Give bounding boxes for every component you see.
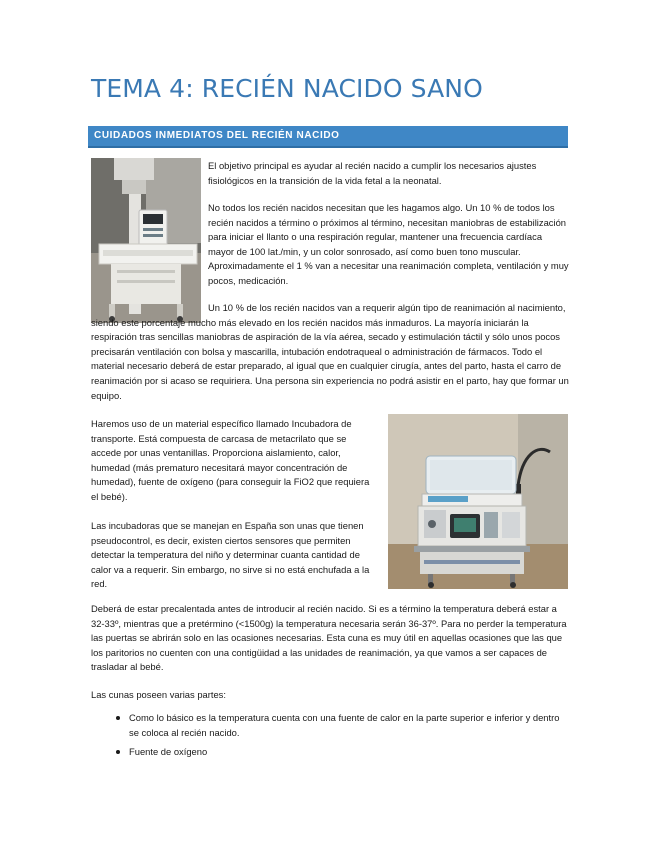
list-item	[91, 711, 571, 740]
paragraph-resuscitation	[91, 301, 570, 403]
list-item-text: Fuente de oxígeno	[129, 746, 208, 758]
section-heading-bar	[88, 126, 568, 148]
paragraph-transport-incubator: Haremos uso de un material específico llamado Incubadora de transporte. Está compuesta de carcasa de metacrilato que se accede por unas ventanillas. Proporciona aislamiento, calor, humedad (más prematuro necesitará mayor concentración de humedad), fuente de oxígeno (para conseguir la FiO2 que requiera el bebé).	[91, 418, 370, 502]
paragraph-resuscitation-text: Un 10 % de los recién nacidos van a requerir algún tipo de reanimación al nacimiento, siendo este porcentaje mucho más elevado en los recién nacidos más inmaduros. La mayoría iniciarán la respiración tras sencillas maniobras de aspiración de la vía aérea, secado y estimulación táctil y sólo unos pocos precisarán ventilación con bolsa y mascarilla, intubación endotraqueal o administración de fármacos. Todo el material necesario deberá de estar preparado, al igual que en cualquier cirugía, antes del parto, hasta el carro de reanimación por si acaso se requiriera. Una persona sin experiencia no podrá asistir en el parto, hay que formar un equipo.	[91, 302, 569, 401]
page-title: TEMA 4: RECIÉN NACIDO SANO	[91, 74, 483, 103]
bullet-icon	[116, 750, 120, 754]
paragraph-stabilization: No todos los recién nacidos necesitan que les hagamos algo. Un 10 % de todos los recién nacidos a término o próximos al término, necesitan maniobras de estabilización para iniciar el llanto o una respiración regular, mantener una frecuencia cardíaca mayor de 100 lat./min, y un color sonrosado, así como buen tono muscular. Aproximadamente el 1 % van a necesitar una reanimación completa, ventilación y muy pocos, medicación.	[208, 202, 569, 286]
paragraph-incubators-spain: Las incubadoras que se manejan en España son unas que tienen pseudocontrol, es decir, existen ciertos sensores que permiten detectar la temperatura del niño y determinar cuanta cantidad de calor va a requerir. Sin embargo, no sirve si no está enchufada a la red.	[91, 520, 370, 590]
list-item-text: Como lo básico es la temperatura cuenta con una fuente de calor en la parte superior e inferior y dentro se coloca al recién nacido.	[129, 712, 560, 738]
section-heading: CUIDADOS INMEDIATOS DEL RECIÉN NACIDO	[94, 130, 340, 141]
list-item	[91, 745, 571, 760]
radiant-warmer-photo	[91, 158, 201, 323]
transport-incubator-photo	[388, 414, 568, 589]
paragraph-preheating: Deberá de estar precalentada antes de introducir al recién nacido. Si es a término la temperatura deberá estar a 32-33º, mientras que a pretérmino (<1500g) la temperatura necesaria serán 36-37º. Para no perder la temperatura las puertas se abrirán solo en las ocasiones necesarias. Esta cuna es muy útil en aquellas ocasiones que las que los paritorios no cuenten con una contigüidad a las unidades de reanimación, ya que vamos a ser capaces de trasladar al bebé.	[91, 603, 567, 673]
paragraph-objective: El objetivo principal es ayudar al recién nacido a cumplir los necesarios ajustes fisiológicos en la transición de la vida fetal a la neonatal.	[208, 160, 537, 186]
bullet-icon	[116, 716, 120, 720]
paragraph-cradle-parts: Las cunas poseen varias partes:	[91, 689, 226, 700]
cradle-parts-list	[91, 711, 571, 765]
